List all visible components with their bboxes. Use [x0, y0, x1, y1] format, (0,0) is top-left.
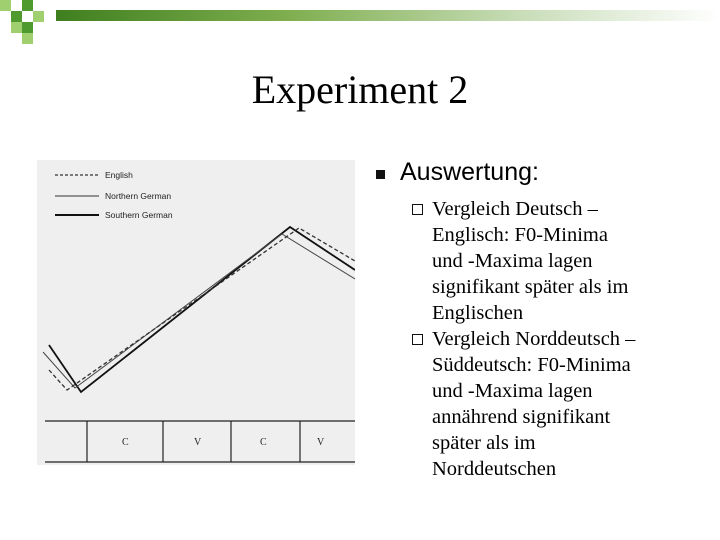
legend-label-southern: Southern German	[105, 210, 173, 220]
segment-label: C	[260, 437, 267, 448]
sub-bullet-list	[410, 196, 710, 482]
checkbox-bullet-icon	[412, 334, 423, 345]
contour-northern-german	[43, 234, 355, 388]
deco-square	[0, 11, 11, 22]
sub-bullet-item	[410, 196, 710, 326]
sub-bullet-line: annährend signifikant	[432, 406, 611, 428]
sub-bullet-line: Süddeutsch: F0-Minima	[432, 354, 631, 376]
contour-figure	[37, 160, 355, 465]
bullet-text: Auswertung:	[400, 158, 539, 186]
deco-square	[11, 22, 22, 33]
sub-bullet-line: Englisch: F0-Minima	[432, 224, 608, 246]
sub-bullet-line: Norddeutschen	[432, 458, 557, 480]
contour-southern-german	[49, 227, 355, 392]
sub-bullet-line: Vergleich Norddeutsch –	[432, 328, 636, 350]
top-decoration	[0, 0, 720, 40]
deco-square	[22, 33, 33, 44]
deco-square	[0, 0, 11, 11]
deco-square	[11, 11, 22, 22]
sub-bullet-line: später als im	[432, 432, 536, 454]
sub-bullet-line: Englischen	[432, 302, 524, 324]
sub-bullet-line: und -Maxima lagen	[432, 380, 593, 402]
segment-label: V	[194, 437, 202, 448]
deco-square	[22, 0, 33, 11]
segment-label: V	[317, 437, 325, 448]
segment-label: C	[122, 437, 129, 448]
checkbox-bullet-icon	[412, 204, 423, 215]
sub-bullet-item	[410, 326, 710, 482]
contour-english	[49, 228, 355, 390]
deco-square	[11, 0, 22, 11]
f0-contour-diagram	[37, 160, 355, 465]
square-bullet-icon	[376, 170, 385, 179]
legend-label-northern: Northern German	[105, 191, 172, 201]
sub-bullet-line: signifikant später als im	[432, 276, 629, 298]
deco-square	[33, 11, 44, 22]
sub-bullet-line: und -Maxima lagen	[432, 250, 593, 272]
sub-bullet-line: Vergleich Deutsch –	[432, 198, 598, 220]
deco-square	[22, 22, 33, 33]
slide-title: Experiment 2	[251, 67, 469, 112]
legend-label-english: English	[105, 170, 133, 180]
title-gradient-strip	[56, 10, 720, 21]
